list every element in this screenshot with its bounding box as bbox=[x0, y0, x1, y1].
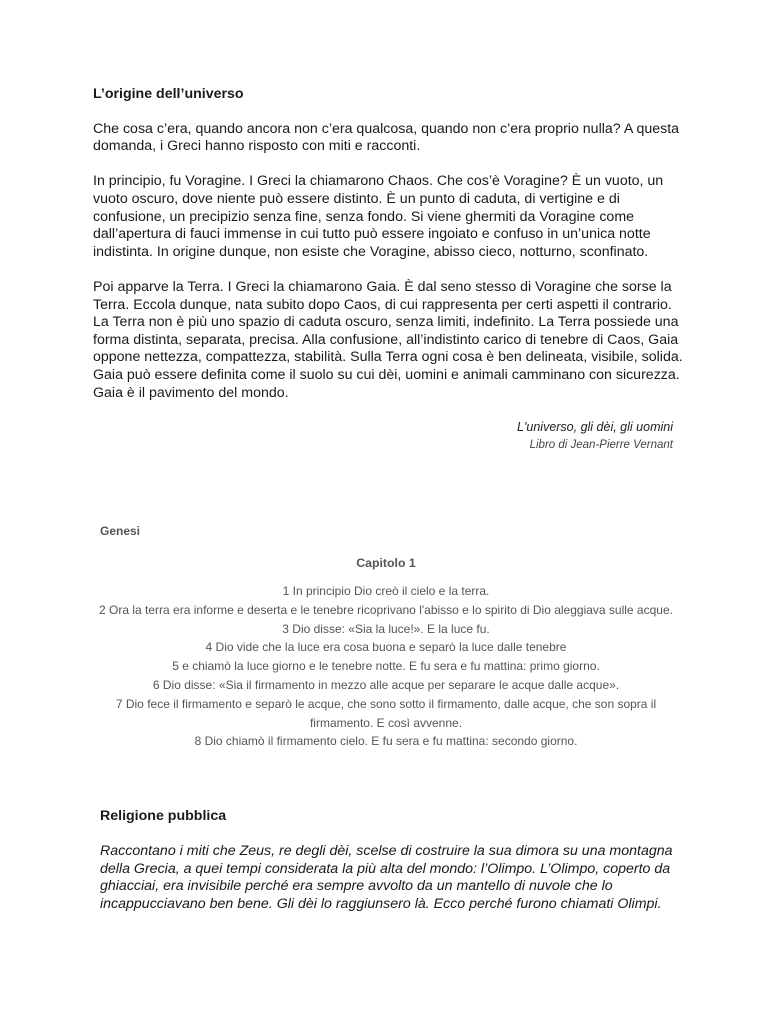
verse-line: 3 Dio disse: «Sia la luce!». E la luce fu. bbox=[282, 621, 490, 636]
chapter-heading: Capitolo 1 bbox=[356, 556, 416, 570]
public-religion-paragraph: Raccontano i miti che Zeus, re degli dèi, scelse di costruire la sua dimora su una montagna della Grecia, a quei tempi considerata la più alta del mondo: l’Olimpo. L’Olimpo, coperto da ghiacciai, era invisibile perché era sempre avvolto da un mantello di nuvole che lo incappucciavano ben bene. Gli dèi lo raggiunsero là. Ecco perché furono chiamati Olimpi. bbox=[100, 842, 673, 913]
verse-line: 7 Dio fece il firmamento e separò le acque, che sono sotto il firmamento, dalle acque, che son sopra il bbox=[115, 696, 657, 711]
genesis-section bbox=[96, 524, 676, 751]
source-book-title: L'universo, gli dèi, gli uomini bbox=[517, 420, 673, 435]
verse-line: 1 In principio Dio creò il cielo e la terra. bbox=[282, 584, 490, 598]
verse-line: firmamento. E così avvenne. bbox=[309, 715, 463, 730]
public-religion-title: Religione pubblica bbox=[100, 808, 227, 824]
verse-line: 2 Ora la terra era informe e deserta e le tenebre ricoprivano l'abisso e lo spirito di Dio aleggiava sulle acque. bbox=[99, 602, 673, 617]
verse-line: 5 e chiamò la luce giorno e le tenebre notte. E fu sera e fu mattina: primo giorno. bbox=[172, 659, 600, 674]
verse-line: 6 Dio disse: «Sia il firmamento in mezzo alle acque per separare le acque dalle acque». bbox=[152, 677, 620, 692]
source-citation bbox=[93, 418, 673, 454]
origin-paragraph-1: Che cosa c’era, quando ancora non c’era qualcosa, quando non c’era proprio nulla? A questa domanda, i Greci hanno risposto con miti e racconti. bbox=[93, 120, 680, 155]
origin-paragraph-2: In principio, fu Voragine. I Greci la chiamarono Chaos. Che cos’è Voragine? È un vuoto, un vuoto oscuro, dove niente può essere distinto. È un punto di caduta, di vertigine e di confusione, un precipizio senza fine, senza fondo. Si viene ghermiti da Voragine come dall’apertura di fauci immense in cui tutto può essere ingoiato e confuso in un’unica notte indistinta. In origine dunque, non esiste che Voragine, abisso cieco, notturno, sconfinato. bbox=[93, 173, 664, 260]
origin-paragraph-3: Poi apparve la Terra. I Greci la chiamarono Gaia. È dal seno stesso di Voragine che sorse la Terra. Eccola dunque, nata subito dopo Caos, di cui rappresenta per certi aspetti il contrario. La Terra non è più uno spazio di caduta oscuro, senza limiti, indefinito. La Terra possiede una forma distinta, separata, precisa. Alla confusione, all’indistinto carico di tenebre di Caos, Gaia oppone nettezza, compattezza, stabilità. Sulla Terra ogni cosa è ben delineata, visibile, solida. Gaia può essere definita come il suolo su cui dèi, uomini e animali camminano con sicurezza. Gaia è il pavimento del mondo. bbox=[93, 278, 683, 401]
verse-line: 8 Dio chiamò il firmamento cielo. E fu sera e fu mattina: secondo giorno. bbox=[194, 734, 578, 749]
origin-section bbox=[93, 86, 683, 454]
genesis-title: Genesi bbox=[100, 524, 141, 538]
verse-list bbox=[96, 582, 676, 751]
origin-title: L’origine dell’universo bbox=[93, 86, 244, 102]
source-author: Libro di Jean-Pierre Vernant bbox=[529, 439, 673, 452]
public-religion-section bbox=[100, 808, 680, 914]
verse-line: 4 Dio vide che la luce era cosa buona e separò la luce dalle tenebre bbox=[205, 640, 567, 655]
